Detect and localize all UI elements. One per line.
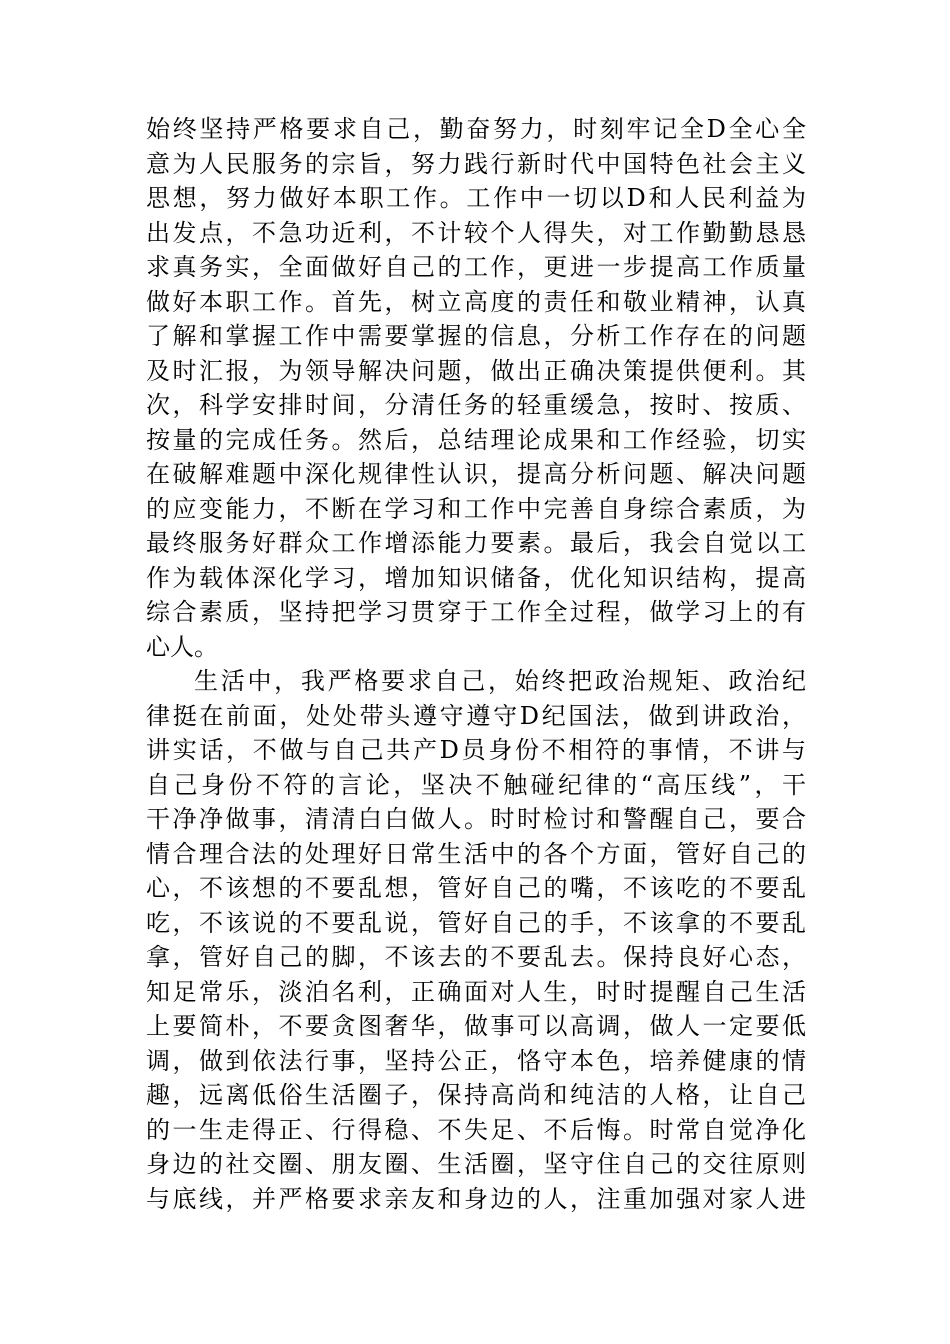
text-line: 与底线，并严格要求亲友和身边的人，注重加强对家人进: [146, 1184, 806, 1213]
text-line: 综合素质，坚持把学习贯穿于工作全过程，做学习上的有: [146, 598, 806, 626]
text-line: 上要简朴，不要贪图奢华，做事可以高调，做人一定要低: [146, 1012, 806, 1040]
paragraph: [146, 112, 806, 664]
text-line: 心人。: [146, 632, 218, 661]
document-body: [146, 112, 806, 1216]
text-line: 趣，远离低俗生活圈子，保持高尚和纯洁的人格，让自己: [146, 1081, 806, 1109]
text-line: 出发点，不急功近利，不计较个人得失，对工作勤勤恳恳: [146, 218, 806, 247]
text-line: 的应变能力，不断在学习和工作中完善自身综合素质，为: [146, 494, 806, 523]
text-line: 求真务实，全面做好自己的工作，更进一步提高工作质量: [146, 253, 806, 281]
text-line: 生活中，我严格要求自己，始终把政治规矩、政治纪: [194, 667, 806, 695]
text-line: 了解和掌握工作中需要掌握的信息，分析工作存在的问题: [146, 322, 806, 350]
text-line: 及时汇报，为领导解决问题，做出正确决策提供便利。其: [146, 356, 806, 385]
text-line: 思想，努力做好本职工作。工作中一切以D和人民利益为: [146, 184, 806, 212]
text-line: 干净净做事，清清白白做人。时时检讨和警醒自己，要合: [146, 805, 806, 833]
text-line: 在破解难题中深化规律性认识，提高分析问题、解决问题: [146, 460, 806, 488]
text-line: 作为载体深化学习，增加知识储备，优化知识结构，提高: [146, 563, 806, 592]
text-line: 始终坚持严格要求自己，勤奋努力，时刻牢记全D全心全: [146, 115, 806, 143]
paragraph: [146, 664, 806, 1216]
text-line: 律挺在前面，处处带头遵守遵守D纪国法，做到讲政治，: [146, 701, 806, 730]
text-line: 身边的社交圈、朋友圈、生活圈，坚守住自己的交往原则: [146, 1150, 806, 1178]
text-line: 按量的完成任务。然后，总结理论成果和工作经验，切实: [146, 425, 806, 454]
text-line: 心，不该想的不要乱想，管好自己的嘴，不该吃的不要乱: [146, 874, 806, 902]
text-line: 做好本职工作。首先，树立高度的责任和敬业精神，认真: [146, 287, 806, 316]
text-line: 讲实话，不做与自己共产D员身份不相符的事情，不讲与: [146, 736, 806, 764]
text-line: 情合理合法的处理好日常生活中的各个方面，管好自己的: [146, 839, 806, 868]
text-line: 知足常乐，淡泊名利，正确面对人生，时时提醒自己生活: [146, 977, 806, 1006]
text-line: 意为人民服务的宗旨，努力践行新时代中国特色社会主义: [146, 149, 806, 178]
text-line: 调，做到依法行事，坚持公正，恪守本色，培养健康的情: [146, 1046, 806, 1075]
text-line: 自己身份不符的言论，坚决不触碰纪律的“高压线”，干: [146, 770, 806, 799]
text-line: 的一生走得正、行得稳、不失足、不后悔。时常自觉净化: [146, 1115, 806, 1144]
text-line: 拿，管好自己的脚，不该去的不要乱去。保持良好心态，: [146, 943, 806, 971]
text-line: 次，科学安排时间，分清任务的轻重缓急，按时、按质、: [146, 391, 806, 419]
text-line: 吃，不该说的不要乱说，管好自己的手，不该拿的不要乱: [146, 908, 806, 937]
text-line: 最终服务好群众工作增添能力要素。最后，我会自觉以工: [146, 529, 806, 557]
